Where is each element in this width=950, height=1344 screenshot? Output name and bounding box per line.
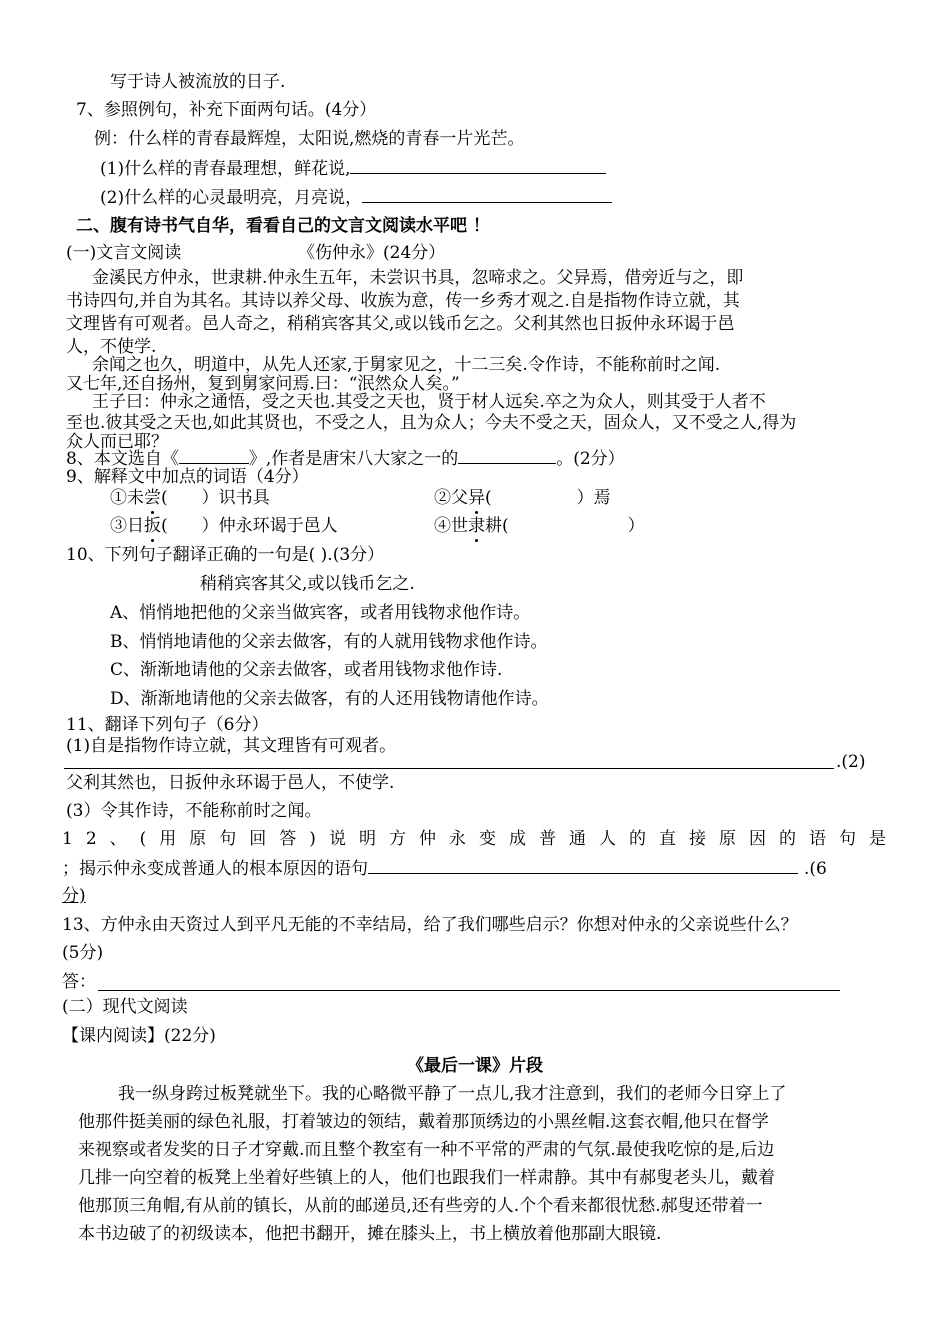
q7-example: 例：什么样的青春最辉煌，太阳说,燃烧的青春一片光芒。 <box>94 129 525 149</box>
q11-s2: 父利其然也，日扳仲永环谒于邑人，不使学. <box>66 773 395 793</box>
q10-title: 10、下列句子翻译正确的一句是( ).(3分） <box>66 545 385 565</box>
q12-line1-char: 原 <box>718 829 736 849</box>
q9-item1-pre: ①未 <box>110 488 144 508</box>
modern-line-6: 本书边破了的初级读本，他把书翻开，摊在膝头上，书上横放着他那副大眼镜. <box>78 1224 662 1244</box>
modern-line-1: 我一纵身跨过板凳就坐下。我的心略微平静了一点儿,我才注意到，我们的老师今日穿上了 <box>118 1084 787 1104</box>
q12-line3: 分) <box>62 886 86 906</box>
q9-item3-dotted-word: 扳 <box>144 516 161 536</box>
q12-line1-char: ) <box>309 829 316 849</box>
q9-item1-post: ( ）识书具 <box>161 488 270 508</box>
q7-title: 7、参照例句，补充下面两句话。(4分） <box>76 100 377 120</box>
q9-item4-post: 耕( ） <box>485 516 645 536</box>
passage-line-4: 人，不使学. <box>66 337 157 357</box>
passage-line-9: 众人而已耶？ <box>66 432 168 452</box>
q12-line1 <box>62 827 886 851</box>
section2-heading: 二、腹有诗书气自华，看看自己的文言文阅读水平吧 ！ <box>76 216 490 236</box>
q7-item1-blank[interactable] <box>350 157 606 174</box>
q11-title: 11、翻译下列句子（6分） <box>66 715 269 735</box>
q12-line1-char: 因 <box>748 829 766 849</box>
q8-text-c: 。(2分） <box>556 449 625 469</box>
q7-item2-text: (2)什么样的心灵最明亮，月亮说， <box>100 188 363 208</box>
q12-line1-char: 句 <box>219 829 237 849</box>
q12-line1-char: 原 <box>189 829 207 849</box>
q12-line1-char: 明 <box>358 829 376 849</box>
q8-author-blank[interactable] <box>458 447 556 464</box>
q12-line1-char: 接 <box>688 829 706 849</box>
q12-line1-char: 的 <box>778 829 796 849</box>
passage-line-3: 文理皆有可观者。邑人奇之，稍稍宾客其父,或以钱币乞之。父利其然也日扳仲永环谒于邑 <box>66 314 735 334</box>
q12-line1-char: 1 <box>62 829 73 849</box>
section2-sub-label: (一)文言文阅读 <box>66 243 182 263</box>
passage-line-1: 金溪民方仲永，世隶耕.仲永生五年，未尝识书具，忽啼求之。父异焉，借旁近与之，即 <box>92 268 744 288</box>
q7-item1-text: (1)什么样的青春最理想，鲜花说, <box>100 159 351 179</box>
q12-answer-blank-1[interactable] <box>368 857 678 874</box>
passage-line-2: 书诗四句,并自为其名。其诗以养父母、收族为意，传一乡秀才观之.自是指物作诗立就，其 <box>66 291 740 311</box>
q12-line1-char: 通 <box>568 829 586 849</box>
q12-line1-char: 、 <box>109 829 127 849</box>
q8-text-a: 8、本文选自《 <box>66 449 179 469</box>
q12-line1-char: 方 <box>388 829 406 849</box>
q12-line1-char: 成 <box>508 829 526 849</box>
q13-answer-label: 答： <box>62 972 96 992</box>
q13-line2: (5分) <box>62 943 104 963</box>
q12-line1-char: 2 <box>85 829 97 849</box>
q9-item1 <box>110 486 270 510</box>
q12-line1-char: 是 <box>868 829 886 849</box>
q9-item2-post: ( ）焉 <box>485 488 611 508</box>
q12-line1-char: 人 <box>598 829 616 849</box>
q10-option-c: C、渐渐地请他的父亲去做客，或者用钱物求他作诗. <box>110 660 503 680</box>
q8-text-b: 》,作者是唐宋八大家之一的 <box>248 449 459 469</box>
q9-item3-pre: ③日 <box>110 516 144 536</box>
modern-line-3: 来视察或者发奖的日子才穿戴.而且整个教室有一种不平常的严肃的气氛.最使我吃惊的是,后边 <box>78 1140 775 1160</box>
modern-line-4: 几排一向空着的板凳上坐着好些镇上的人，他们也跟我们一样肃静。其中有郝叟老头儿，戴着 <box>78 1168 775 1188</box>
q12-line2 <box>62 857 827 881</box>
q9-item4 <box>434 514 645 538</box>
passage-line-8: 至也.彼其受之天也,如此其贤也，不受之人，且为众人；今夫不受之天，固众人，又不受之人,得为 <box>66 413 797 433</box>
q12-line1-char: 仲 <box>418 829 436 849</box>
modern-line-5: 他那顶三角帽,有从前的镇长，从前的邮递员,还有些旁的人.个个看来都很忧愁.郝叟还带着一 <box>78 1196 763 1216</box>
q9-item2-dotted-word: 异 <box>468 488 485 508</box>
q12-line1-char: 回 <box>249 829 267 849</box>
q13-line1: 13、方仲永由天资过人到平凡无能的不幸结局，给了我们哪些启示？你想对仲永的父亲说些什么？ <box>62 915 798 935</box>
q10-option-a: A、悄悄地把他的父亲当做宾客，或者用钱物求他作诗。 <box>110 603 531 623</box>
q11-s1: (1)自是指物作诗立就，其文理皆有可观者。 <box>66 736 397 756</box>
section2-sub-title: 《伤仲永》(24分） <box>298 243 446 263</box>
q10-option-d: D、渐渐地请他的父亲去做客，有的人还用钱物请他作诗。 <box>110 689 549 709</box>
q9-item1-dotted-word: 尝 <box>144 488 161 508</box>
q11-s1-answer-line[interactable] <box>64 768 834 769</box>
q7-item2-blank[interactable] <box>362 186 612 203</box>
q12-line1-char: 变 <box>478 829 496 849</box>
q6-tail: 写于诗人被流放的日子. <box>110 72 286 92</box>
q9-item4-pre: ④世 <box>434 516 468 536</box>
q12-line1-char: 用 <box>159 829 177 849</box>
q9-title: 9、解释文中加点的词语（4分） <box>66 467 309 487</box>
q10-sentence: 稍稍宾客其父,或以钱币乞之. <box>200 574 415 594</box>
q12-line2-text: ；揭示仲永变成普通人的根本原因的语句 <box>62 859 368 879</box>
q12-line1-char: 的 <box>628 829 646 849</box>
modern-line-2: 他那件挺美丽的绿色礼服，打着皱边的领结，戴着那顶绣边的小黑丝帽.这套衣帽,他只在督学 <box>78 1112 769 1132</box>
q9-item2 <box>434 486 611 510</box>
q10-option-b: B、悄悄地请他的父亲去做客，有的人就用钱物求他作诗。 <box>110 632 548 652</box>
q12-line2-score: .(6 <box>804 859 827 879</box>
q9-item2-pre: ②父 <box>434 488 468 508</box>
q8-book-blank[interactable] <box>179 447 249 464</box>
passage-line-7: 王子曰：仲永之通悟，受之天也.其受之天也，贤于材人远矣.卒之为众人，则其受于人者不 <box>92 392 766 412</box>
q12-line1-char: 语 <box>808 829 826 849</box>
q11-s2-number: .(2) <box>836 752 866 772</box>
q12-line1-char: 答 <box>279 829 297 849</box>
q11-s3: (3）令其作诗，不能称前时之闻。 <box>66 801 322 821</box>
passage-line-5: 余闻之也久，明道中，从先人还家,于舅家见之，十二三矣.令作诗，不能称前时之闻. <box>92 355 721 375</box>
passage-line-6: 又七年,还自扬州，复到舅家问焉.曰：“泯然众人矣。” <box>66 374 460 394</box>
q12-line1-char: 直 <box>658 829 676 849</box>
q12-line1-char: 普 <box>538 829 556 849</box>
q12-line1-char: ( <box>139 829 147 849</box>
q12-line1-char: 永 <box>448 829 466 849</box>
q9-item4-dotted-word: 隶 <box>468 516 485 536</box>
q12-line1-char: 说 <box>328 829 346 849</box>
modern-title: 《最后一课》片段 <box>407 1056 543 1076</box>
modern-sub: 【课内阅读】(22分) <box>62 1026 216 1046</box>
q7-item1 <box>100 157 606 181</box>
q9-item3 <box>110 514 338 538</box>
q9-item3-post: ( ）仲永环谒于邑人 <box>161 516 338 536</box>
q7-item2 <box>100 186 612 210</box>
q12-answer-blank-2[interactable] <box>678 857 798 874</box>
modern-label: (二）现代文阅读 <box>62 997 188 1017</box>
q12-line1-char: 句 <box>838 829 856 849</box>
q13-answer-line[interactable] <box>98 990 840 991</box>
